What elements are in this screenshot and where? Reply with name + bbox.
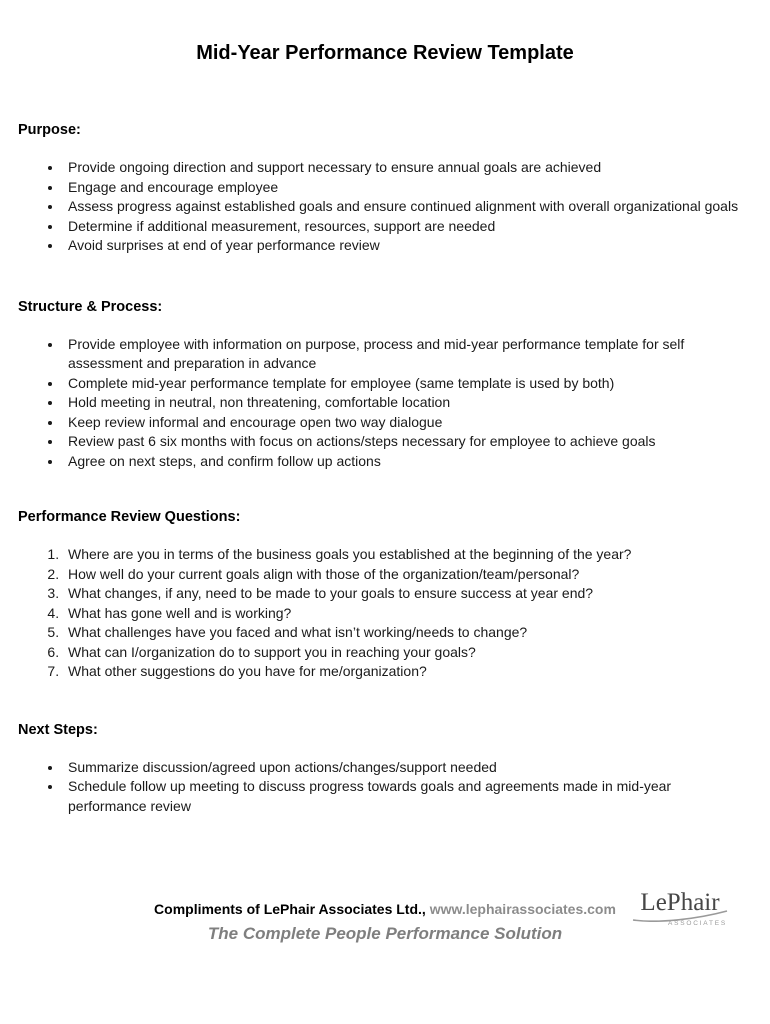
- list-item: • Hold meeting in neutral, non threatening, comfortable location: [63, 393, 752, 413]
- section-heading-questions: Performance Review Questions:: [18, 509, 241, 525]
- list-item: 2. How well do your current goals align with those of the organization/team/personal?: [63, 565, 752, 585]
- list-item: 3. What changes, if any, need to be made to your goals to ensure success at year end?: [63, 584, 752, 604]
- list-item: • Determine if additional measurement, resources, support are needed: [63, 217, 752, 237]
- list-item: • Schedule follow up meeting to discuss progress towards goals and agreements made in mid-year performance review: [63, 777, 752, 816]
- list-item: • Summarize discussion/agreed upon actions/changes/support needed: [63, 758, 752, 778]
- website-link[interactable]: www.lephairassociates.com: [429, 901, 616, 917]
- list-item: • Review past 6 six months with focus on actions/steps necessary for employee to achieve goals: [63, 432, 752, 452]
- section-performance-review-questions: [18, 507, 752, 682]
- compliments-text: Compliments of LePhair Associates Ltd.,: [154, 901, 426, 917]
- section-heading-purpose: Purpose:: [18, 122, 81, 138]
- numbered-list-questions: [18, 545, 752, 682]
- footer-tagline: The Complete People Performance Solution: [207, 924, 563, 943]
- bullet-list-structure-process: [18, 335, 752, 472]
- list-item: 7. What other suggestions do you have for me/organization?: [63, 662, 752, 682]
- section-next-steps: [18, 720, 752, 817]
- section-structure-process: [18, 297, 752, 472]
- section-heading-structure-process: Structure & Process:: [18, 298, 163, 315]
- list-item: • Agree on next steps, and confirm follow up actions: [63, 452, 752, 472]
- section-heading-next-steps: Next Steps:: [18, 721, 98, 738]
- list-item: • Provide ongoing direction and support necessary to ensure annual goals are achieved: [63, 158, 752, 178]
- list-item: • Avoid surprises at end of year performance review: [63, 236, 752, 256]
- list-item: • Engage and encourage employee: [63, 178, 752, 198]
- list-item: 1. Where are you in terms of the business goals you established at the beginning of the year?: [63, 545, 752, 565]
- page-title: Mid-Year Performance Review Template: [196, 42, 574, 64]
- bullet-list-next-steps: [18, 758, 752, 817]
- lephair-logo-text: LePhair: [640, 889, 720, 916]
- list-item: • Assess progress against established goals and ensure continued alignment with overall organizational goals: [63, 197, 752, 217]
- section-purpose: [18, 120, 752, 256]
- list-item: • Provide employee with information on purpose, process and mid-year performance template for self assessment and preparation in advance: [63, 335, 752, 374]
- list-item: 6. What can I/organization do to support you in reaching your goals?: [63, 643, 752, 663]
- list-item: 5. What challenges have you faced and what isn’t working/needs to change?: [63, 623, 752, 643]
- list-item: 4. What has gone well and is working?: [63, 604, 752, 624]
- list-item: • Keep review informal and encourage open two way dialogue: [63, 413, 752, 433]
- lephair-logo: [630, 890, 730, 927]
- bullet-list-purpose: [18, 158, 752, 256]
- document-footer: [18, 889, 752, 945]
- list-item: • Complete mid-year performance template for employee (same template is used by both): [63, 374, 752, 394]
- lephair-logo-subtext: ASSOCIATES: [667, 920, 727, 927]
